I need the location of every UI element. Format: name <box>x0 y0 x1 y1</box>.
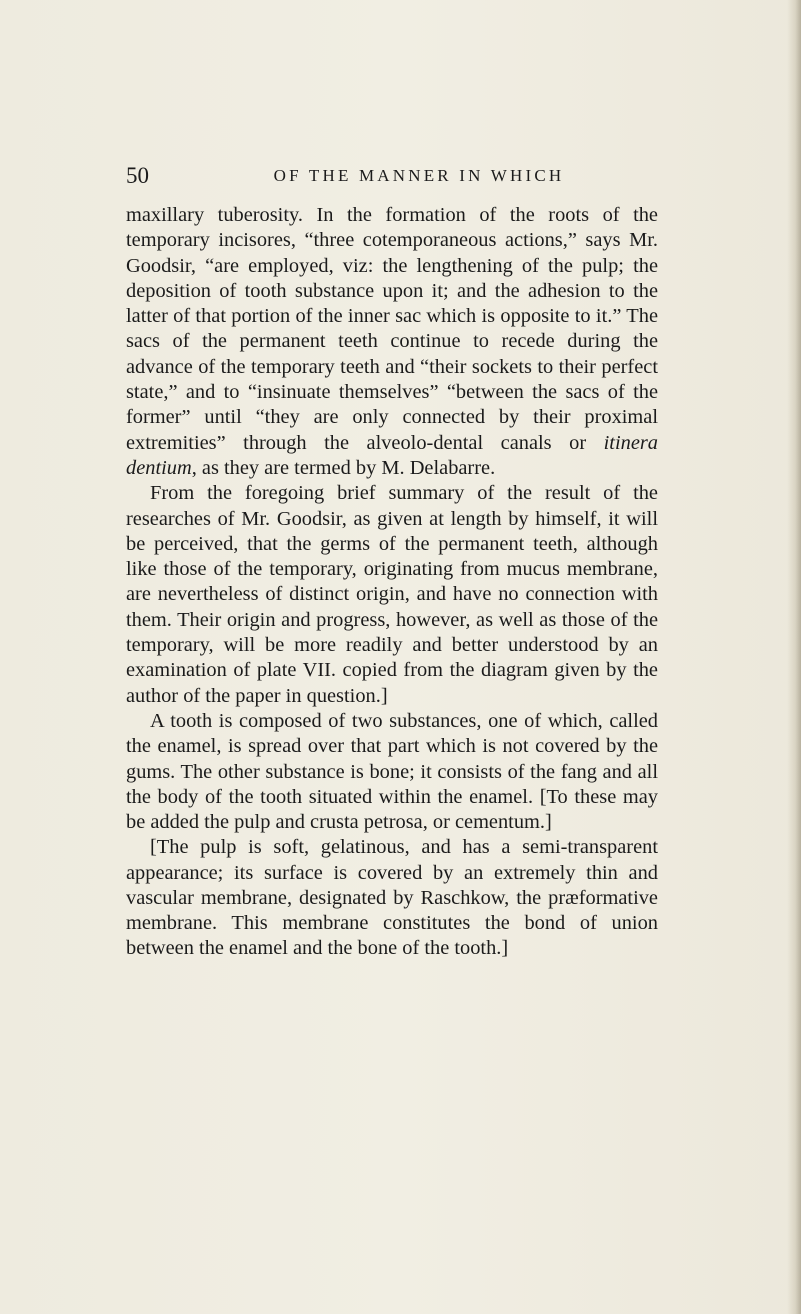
paragraph: A tooth is composed of two substances, one of which, called the enamel, is spread over that part which is not covered by the gums. The other substance is bone; it consists of the fang and all the body of the tooth situated within the enamel. [To these may be added the pulp and crusta petrosa, or cementum.] <box>126 709 658 834</box>
page-edge-shadow <box>787 0 801 1314</box>
paragraph-continuation <box>126 203 658 481</box>
paragraph: From the foregoing brief summary of the result of the researches of Mr. Goodsir, as given at length by himself, it will be perceived, that the germs of the permanent teeth, although like those of the temporary, originating from mucus membrane, are nevertheless of distinct origin, and have no connection with them. Their origin and progress, however, as well as those of the temporary, will be more readily and better understood by an examination of plate VII. copied from the diagram given by the author of the paper in question.] <box>126 482 658 707</box>
running-head: OF THE MANNER IN WHICH <box>273 166 565 185</box>
body-text <box>126 203 658 961</box>
paragraph-text-end: , as they are termed by M. Delabarre. <box>191 456 496 479</box>
page-number: 50 <box>126 163 149 188</box>
page-header <box>126 160 658 192</box>
paragraph-text: maxillary tuberosity. In the formation of the roots of the temporary incisores, “three cotemporaneous actions,” says Mr. Goodsir, “are employed, viz: the lengthening of the pulp; the deposition of tooth substance upon it; and the adhesion to the latter of that portion of the inner sac which is opposite to it.” The sacs of the permanent teeth continue to recede during the advance of the temporary teeth and “their sockets to their perfect state,” and to “insinuate themselves” “between the sacs of the former” until “they are only connected by their proximal extremities” through the alveolo-dental canals or <box>126 204 658 454</box>
italic-term: itinera dentium <box>126 431 658 479</box>
paragraph: [The pulp is soft, gelatinous, and has a semi-transparent appearance; its surface is covered by an extremely thin and vascular membrane, designated by Raschkow, the præformative membrane. This membrane constitutes the bond of union between the enamel and the bone of the tooth.] <box>126 836 658 960</box>
